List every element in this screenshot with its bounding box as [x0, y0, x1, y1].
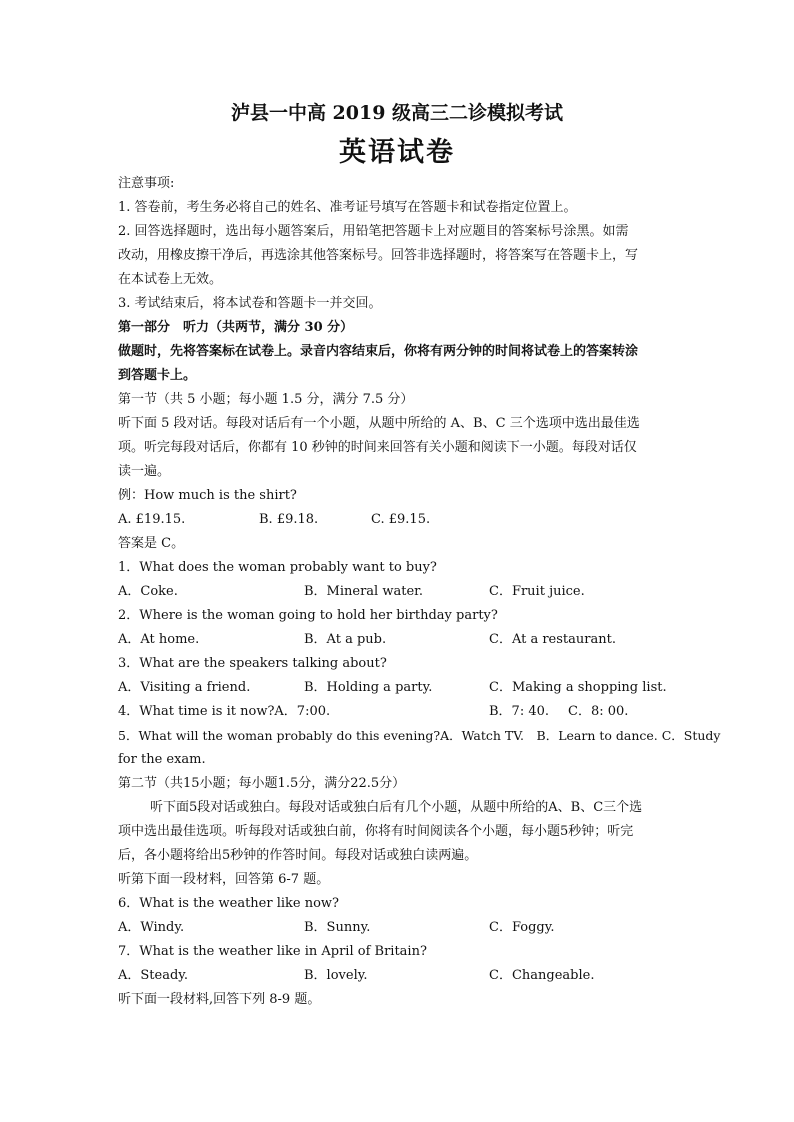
question-4: 4．What time is it now?A．7:00. — [118, 704, 331, 719]
question-7-option-a: A．Steady. — [118, 968, 189, 983]
exam-subject: 英语试卷 — [339, 137, 455, 168]
question-3-option-b: B．Holding a party. — [304, 680, 433, 695]
question-6-option-c: C．Foggy. — [489, 920, 555, 935]
exam-title: 泸县一中高 2019 级高三二诊模拟考试 — [230, 102, 564, 124]
notice-heading: 注意事项: — [118, 176, 175, 191]
question-2: 2．Where is the woman going to hold her birthday party? — [118, 608, 498, 623]
example-option-c: C. £9.15. — [371, 512, 431, 527]
question-5-line-2: for the exam. — [118, 752, 206, 767]
section2-instruction-line-2: 项中选出最佳选项。听每段对话或独白前，你将有时间阅读各个小题，每小题5秒钟；听完 — [118, 824, 634, 839]
section2-instruction-line-3: 后，各小题将给出5秒钟的作答时间。每段对话或独白读两遍。 — [118, 848, 478, 863]
notice-item-2-line-1: 2. 回答选择题时，选出每小题答案后，用铅笔把答题卡上对应题目的答案标号涂黑。如需 — [118, 224, 629, 239]
question-3-option-a: A．Visiting a friend. — [118, 680, 251, 695]
section1-instruction-line-1: 听下面 5 段对话。每段对话后有一个小题，从题中所给的 A、B、C 三个选项中选出最佳选 — [118, 416, 640, 431]
notice-item-1: 1. 答卷前，考生务必将自己的姓名、准考证号填写在答题卡和试卷指定位置上。 — [118, 200, 577, 215]
question-6-option-a: A．Windy. — [118, 920, 185, 935]
question-5-line-1: 5．What will the woman probably do this evening?A．Watch TV. B．Learn to dance. C．Study — [118, 728, 721, 743]
question-3: 3．What are the speakers talking about? — [118, 656, 387, 671]
section2-heading: 第二节（共15小题；每小题1.5分，满分22.5分） — [118, 776, 406, 791]
question-7: 7．What is the weather like in April of Britain? — [118, 944, 427, 959]
question-1-option-c: C．Fruit juice. — [489, 584, 585, 599]
question-2-option-c: C．At a restaurant. — [489, 632, 616, 647]
part1-instruction-line-2: 到答题卡上。 — [118, 368, 197, 383]
question-3-option-c: C．Making a shopping list. — [489, 680, 667, 695]
notice-item-2-line-2: 改动，用橡皮擦干净后，再选涂其他答案标号。回答非选择题时，将答案写在答题卡上，写 — [118, 248, 639, 263]
question-1-option-b: B．Mineral water. — [304, 584, 424, 599]
question-4-option-c: C．8: 00. — [568, 704, 629, 719]
question-1-option-a: A．Coke. — [118, 584, 178, 599]
part1-instruction-line-1: 做题时，先将答案标在试卷上。录音内容结束后，你将有两分钟的时间将试卷上的答案转涂 — [118, 344, 639, 359]
section1-instruction-line-2: 项。听完每段对话后，你都有 10 秒钟的时间来回答有关小题和阅读下一小题。每段对话仅 — [118, 440, 637, 455]
example-option-b: B. £9.18. — [259, 512, 319, 527]
question-2-option-a: A．At home. — [118, 632, 200, 647]
question-7-option-b: B．lovely. — [304, 968, 368, 983]
question-1: 1．What does the woman probably want to buy? — [118, 560, 437, 575]
section1-heading: 第一节（共 5 小题；每小题 1.5 分，满分 7.5 分） — [118, 392, 414, 407]
example-answer: 答案是 C。 — [118, 536, 185, 551]
notice-item-3: 3. 考试结束后，将本试卷和答题卡一并交回。 — [118, 296, 382, 311]
question-6-option-b: B．Sunny. — [304, 920, 371, 935]
material-2-note: 听下面一段材料,回答下列 8-9 题。 — [118, 992, 321, 1007]
part1-heading: 第一部分 听力（共两节，满分 30 分） — [118, 320, 354, 335]
question-4-option-b: B．7: 40. — [489, 704, 550, 719]
example-option-a: A. £19.15. — [118, 512, 186, 527]
section1-instruction-line-3: 读一遍。 — [118, 464, 171, 479]
section2-instruction-line-1: 听下面5段对话或独白。每段对话或独白后有几个小题，从题中所给的A、B、C三个选 — [150, 800, 643, 815]
question-2-option-b: B．At a pub. — [304, 632, 387, 647]
material-1-note: 听第下面一段材料，回答第 6-7 题。 — [118, 872, 330, 887]
question-6: 6．What is the weather like now? — [118, 896, 340, 911]
example-question: 例：How much is the shirt? — [118, 488, 297, 503]
question-7-option-c: C．Changeable. — [489, 968, 595, 983]
notice-item-2-line-3: 在本试卷上无效。 — [118, 272, 223, 287]
